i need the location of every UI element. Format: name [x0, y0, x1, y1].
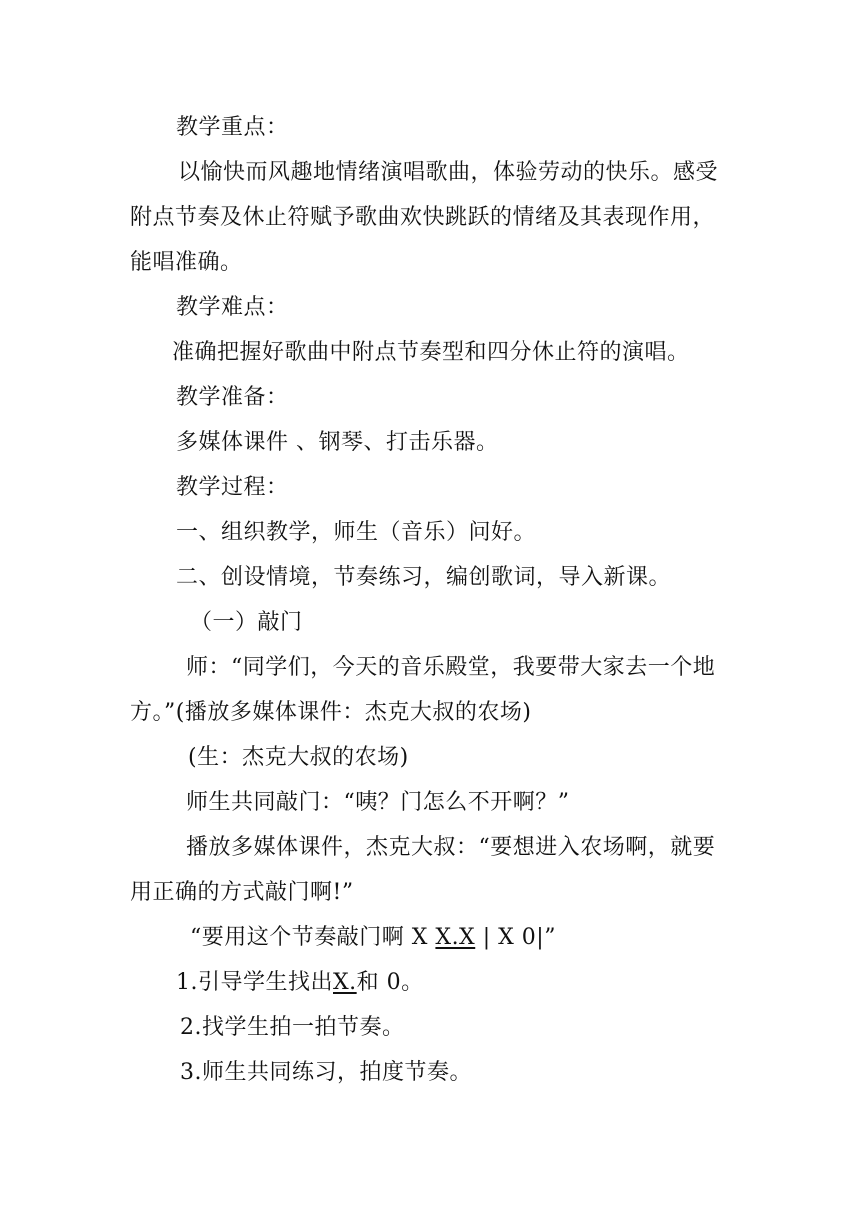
process-heading: 教学过程： — [176, 475, 289, 500]
list-item-1-suffix: 和 0。 — [356, 970, 424, 995]
list-item-2: 2.找学生拍一拍节奏。 — [180, 1015, 405, 1040]
step-1: 一、组织教学，师生（音乐）问好。 — [176, 520, 537, 545]
list-item-3: 3.师生共同练习，拍度节奏。 — [180, 1060, 472, 1085]
difficulty-heading: 教学难点： — [176, 295, 289, 320]
list-item-1 — [176, 968, 424, 998]
rhythm-line — [190, 923, 556, 953]
key-points-line-3: 能唱准确。 — [130, 250, 243, 275]
student-response: (生：杰克大叔的农场) — [188, 745, 409, 770]
preparation-line-1: 多媒体课件 、钢琴、打击乐器。 — [176, 430, 499, 455]
rhythm-dotted-notation: X.X — [435, 925, 476, 950]
dotted-note-notation: X. — [333, 970, 357, 995]
knock-line: 师生共同敲门：“咦？门怎么不开啊？” — [186, 790, 570, 815]
teacher-line-2: 方。”(播放多媒体课件：杰克大叔的农场) — [130, 700, 532, 725]
rhythm-text-suffix: | X 0|” — [475, 925, 556, 950]
play-line-1: 播放多媒体课件，杰克大叔：“要想进入农场啊，就要 — [186, 835, 716, 860]
list-item-1-prefix: 1.引导学生找出 — [176, 970, 333, 995]
key-points-heading: 教学重点： — [176, 115, 289, 140]
key-points-line-1: 以愉快而风趣地情绪演唱歌曲，体验劳动的快乐。感受 — [178, 160, 719, 185]
rhythm-text-prefix: “要用这个节奏敲门啊 X — [190, 925, 436, 950]
difficulty-line-1: 准确把握好歌曲中附点节奏型和四分休止符的演唱。 — [172, 340, 690, 365]
key-points-line-2: 附点节奏及休止符赋予歌曲欢快跳跃的情绪及其表现作用， — [130, 205, 716, 230]
play-line-2: 用正确的方式敲门啊!” — [130, 880, 354, 905]
teacher-line-1: 师：“同学们，今天的音乐殿堂，我要带大家去一个地 — [186, 655, 716, 680]
sub-step-knock: （一）敲门 — [190, 610, 303, 635]
step-2: 二、创设情境，节奏练习，编创歌词，导入新课。 — [176, 565, 672, 590]
preparation-heading: 教学准备： — [176, 385, 289, 410]
